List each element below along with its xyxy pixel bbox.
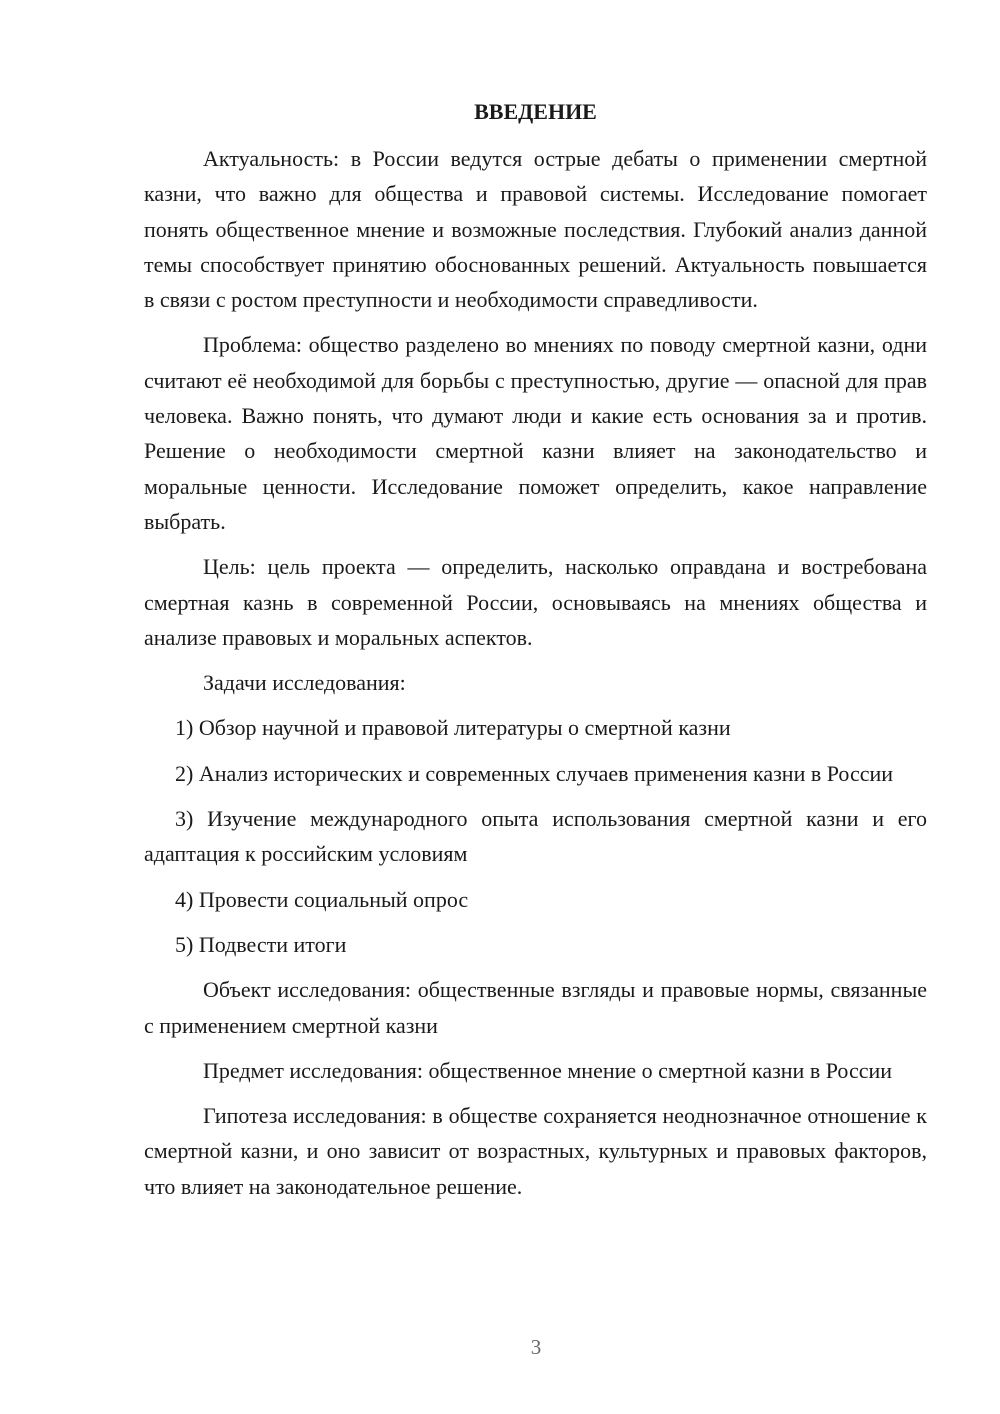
- task-item-2: 2) Анализ исторических и современных случаев применения казни в России: [175, 760, 894, 786]
- hypothesis-paragraph: Гипотеза исследования: в обществе сохраняется неоднозначное отношение к смертной казни, и оно зависит от возрастных, культурных и правовых факторов, что влияет на законодательное решение.: [144, 1103, 927, 1199]
- subject-paragraph: Предмет исследования: общественное мнение о смертной казни в России: [203, 1057, 893, 1083]
- task-item-3: 3) Изучение международного опыта использования смертной казни и его адаптация к российским условиям: [144, 806, 927, 867]
- relevance-paragraph: Актуальность: в России ведутся острые дебаты о применении смертной казни, что важно для общества и правовой системы. Исследование помогает понять общественное мнение и возможные последствия. Глубокий анализ данной темы способствует принятию обоснованных решений. Актуальность повышается в связи с ростом преступности и необходимости справедливости.: [144, 146, 927, 313]
- page-number: 3: [530, 1335, 542, 1359]
- page-body: [144, 94, 927, 1204]
- problem-paragraph: Проблема: общество разделено во мнениях по поводу смертной казни, одни считают её необходимой для борьбы с преступностью, другие — опасной для прав человека. Важно понять, что думают люди и какие есть основания за и против. Решение о необходимости смертной казни влияет на законодательство и моральные ценности. Исследование поможет определить, какое направление выбрать.: [144, 332, 927, 534]
- tasks-heading: Задачи исследования:: [203, 670, 406, 696]
- task-item-4: 4) Провести социальный опрос: [175, 886, 469, 912]
- task-item-1: 1) Обзор научной и правовой литературы о смертной казни: [175, 715, 731, 741]
- task-item-5: 5) Подвести итоги: [175, 931, 347, 957]
- object-paragraph: Объект исследования: общественные взгляды и правовые нормы, связанные с применением смертной казни: [144, 977, 927, 1038]
- section-title: ВВЕДЕНИЕ: [474, 99, 597, 124]
- goal-paragraph: Цель: цель проекта — определить, насколько оправдана и востребована смертная казнь в современной России, основываясь на мнениях общества и анализе правовых и моральных аспектов.: [144, 554, 927, 650]
